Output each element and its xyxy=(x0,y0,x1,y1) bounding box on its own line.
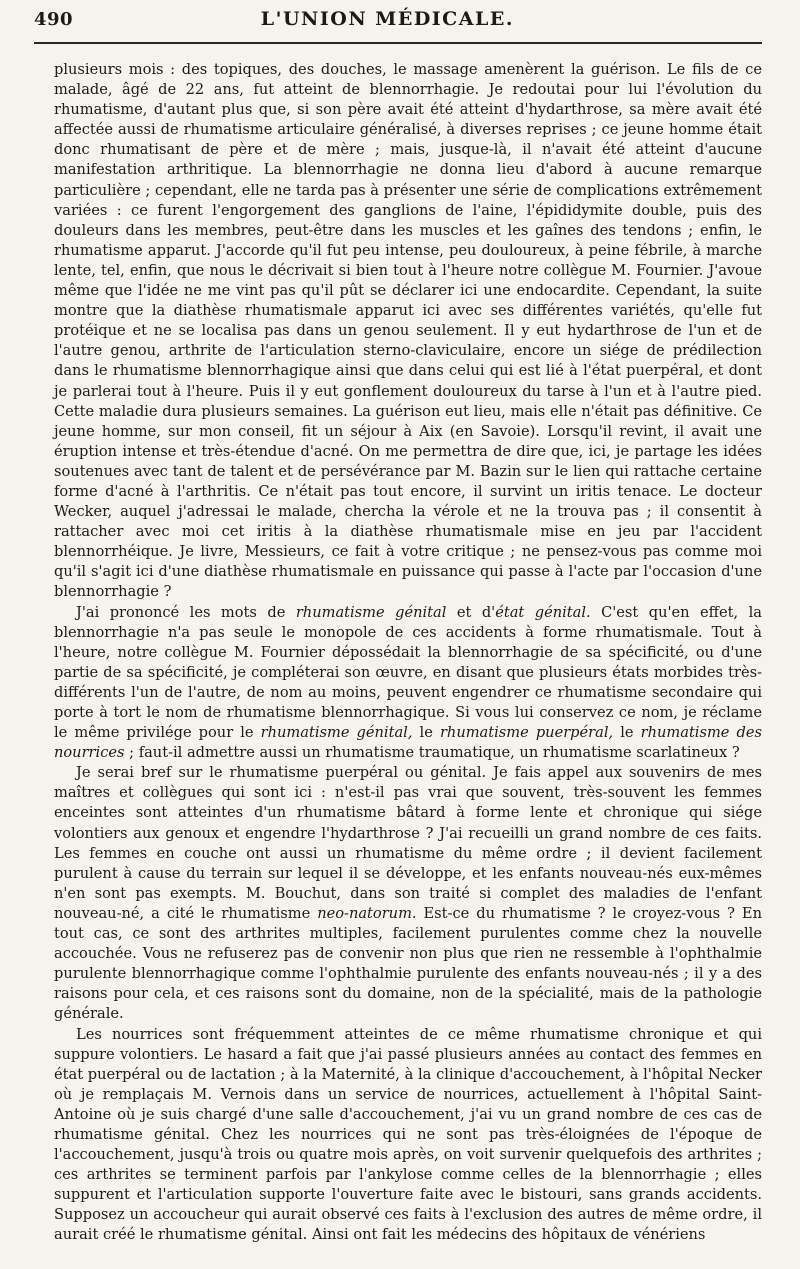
paragraph xyxy=(54,603,762,764)
text-run: le xyxy=(412,724,440,742)
paragraph xyxy=(54,60,762,603)
italic-term: rhumatisme génital, xyxy=(260,724,413,742)
italic-term: rhumatisme génital xyxy=(295,603,447,621)
text-run: J'ai prononcé les mots de xyxy=(76,603,296,621)
text-run: et d' xyxy=(446,603,496,621)
italic-term: rhumatisme des nourrices xyxy=(54,724,762,762)
text-run: Les nourrices sont fréquemment atteintes de ce même rhumatisme chronique et qui suppure volontiers. Le hasard a fait que j'ai passé plusieurs années au contact des femmes en état puerpéral ou de lactation ; à la Maternité, à la clinique d'accouchement, à l'hôpital Necker où je remplaçais M. Vernois dans un service de nourrices, actuellement à l'hôpital Saint-Antoine où je suis chargé d'une salle d'accouchement, j'ai vu un grand nombre de ces cas de rhumatisme génital. Chez les nourrices qui ne sont pas très-éloignées de l'époque de l'accouchement, jusqu'à trois ou quatre mois après, on voit survenir quelquefois des arthrites ; ces arthrites se terminent parfois par l'ankylose comme celles de la blennorrhagie ; elles suppurent et l'articulation supporte l'ouverture faite avec le bistouri, sans grands accidents. Supposez un accoucheur qui aurait observé ces faits à l'exclusion des autres de même ordre, il aurait créé le rhumatisme génital. Ainsi ont fait les médecins des hôpitaux de vénériens xyxy=(54,1025,762,1244)
text-run: plusieurs mois : des topiques, des douches, le massage amenèrent la guérison. Le fils de ce malade, âgé de 22 ans, fut atteint de blennorrhagie. Je redoutai pour lui l'évolution du rhumatisme, d'autant plus que, si son père avait été atteint d'hydarthrose, sa mère avait été affectée aussi de rhumatisme articulaire généralisé, à diverses reprises ; ce jeune homme était donc rhumatisant de père et de mère ; mais, jusque-là, il n'avait été atteint d'aucune manifestation arthritique. La blennorrhagie ne donna lieu d'abord à aucune remarque particulière ; cependant, elle ne tarda pas à présenter une série de complications extrêmement variées : ce furent l'engorgement des ganglions de l'aine, l'épididymite double, puis des douleurs dans les membres, peut-être dans les muscles et les gaînes des tendons ; enfin, le rhumatisme apparut. J'accorde qu'il fut peu intense, peu douloureux, à peine fébrile, à marche lente, tel, enfin, que nous le décrivait si bien tout à l'heure notre collègue M. Fournier. J'avoue même que l'idée ne me vint pas qu'il pût se déclarer ici une endocardite. Cependant, la suite montre que la diathèse rhumatismale apparut ici avec ses différentes variétés, qu'elle fut protéique et ne se localisa pas dans un genou seulement. Il y eut hydarthrose de l'un et de l'autre genou, arthrite de l'articulation sterno-claviculaire, encore un siége de prédilection dans le rhumatisme blennorrhagique ainsi que dans celui qui est lié à l'état puerpéral, et dont je parlerai tout à l'heure. Puis il y eut gonflement douloureux du tarse à l'un et à l'autre pied. Cette maladie dura plusieurs semaines. La guérison eut lieu, mais elle n'était pas définitive. Ce jeune homme, sur mon conseil, fit un séjour à Aix (en Savoie). Lorsqu'il revint, il avait une éruption intense et très-étendue d'acné. On me permettra de dire que, ici, je partage les idées soutenues avec tant de talent et de persévérance par M. Bazin sur le lien qui rattache certaine forme d'acné à l'arthritis. Ce n'était pas tout encore, il survint un iritis tenace. Le docteur Wecker, auquel j'adressai le malade, chercha la vérole et ne la trouva pas ; il consentit à rattacher avec moi cet iritis à la diathèse rhumatismale mise en jeu par l'accident blennorrhéique. Je livre, Messieurs, ce fait à votre critique ; ne pensez-vous pas comme moi qu'il s'agit ici d'une diathèse rhumatismale en puissance qui passe à l'acte par l'occasion d'une blennorrhagie ? xyxy=(54,61,762,601)
page-number: 490 xyxy=(34,9,74,30)
italic-term: état génital. xyxy=(495,603,591,621)
article-body xyxy=(54,60,762,1246)
text-run: Est-ce du rhumatisme ? le croyez-vous ? En tout cas, ce sont des arthrites multiples, facilement purulentes comme chez la nouvelle accouchée. Vous ne refuserez pas de convenir non plus que rien ne ressemble à l'ophthalmie purulente blennorrhagique comme l'ophthalmie purulente des enfants nouveau-nés ; il y a des raisons pour cela, et ces raisons sont du domaine, non de la spécialité, mais de la pathologie générale. xyxy=(54,904,762,1023)
text-run: C'est qu'en effet, la blennorrhagie n'a pas seule le monopole de ces accidents à forme rhumatismale. Tout à l'heure, notre collègue M. Fournier dépossédait la blennorrhagie de sa spécificité, ou d'une partie de sa spécificité, je compléterai son œuvre, en disant que plusieurs états morbides très-différents l'un de l'autre, de nom au moins, peuvent engendrer ce rhumatisme secondaire qui porte à tort le nom de rhumatisme blennorrhagique. Si vous lui conservez ce nom, je réclame le même privilége pour le xyxy=(54,603,762,742)
header-rule xyxy=(34,42,762,44)
text-run: Je serai bref sur le rhumatisme puerpéral ou génital. Je fais appel aux souvenirs de mes maîtres et collègues qui sont ici : n'est-il pas vrai que souvent, très-souvent les femmes enceintes sont atteintes d'un rhumatisme bâtard à forme lente et chronique qui siége volontiers aux genoux et engendre l'hydarthrose ? J'ai recueilli un grand nombre de ces faits. Les femmes en couche ont aussi un rhumatisme du même ordre ; il devient facilement purulent à cause du terrain sur lequel il se développe, et les enfants nouveau-nés eux-mêmes n'en sont pas exempts. M. Bouchut, dans son traité si complet des maladies de l'enfant nouveau-né, a cité le rhumatisme xyxy=(54,764,762,922)
running-header xyxy=(34,8,762,40)
text-run: ; faut-il admettre aussi un rhumatisme traumatique, un rhumatisme scarlatineux ? xyxy=(124,744,740,762)
running-title: L'UNION MÉDICALE. xyxy=(260,8,514,30)
paragraph xyxy=(54,1025,762,1246)
paragraph xyxy=(54,763,762,1024)
text-run: le xyxy=(613,724,641,742)
italic-term: rhumatisme puerpéral, xyxy=(439,724,614,742)
italic-term: neo-natorum. xyxy=(317,904,417,922)
